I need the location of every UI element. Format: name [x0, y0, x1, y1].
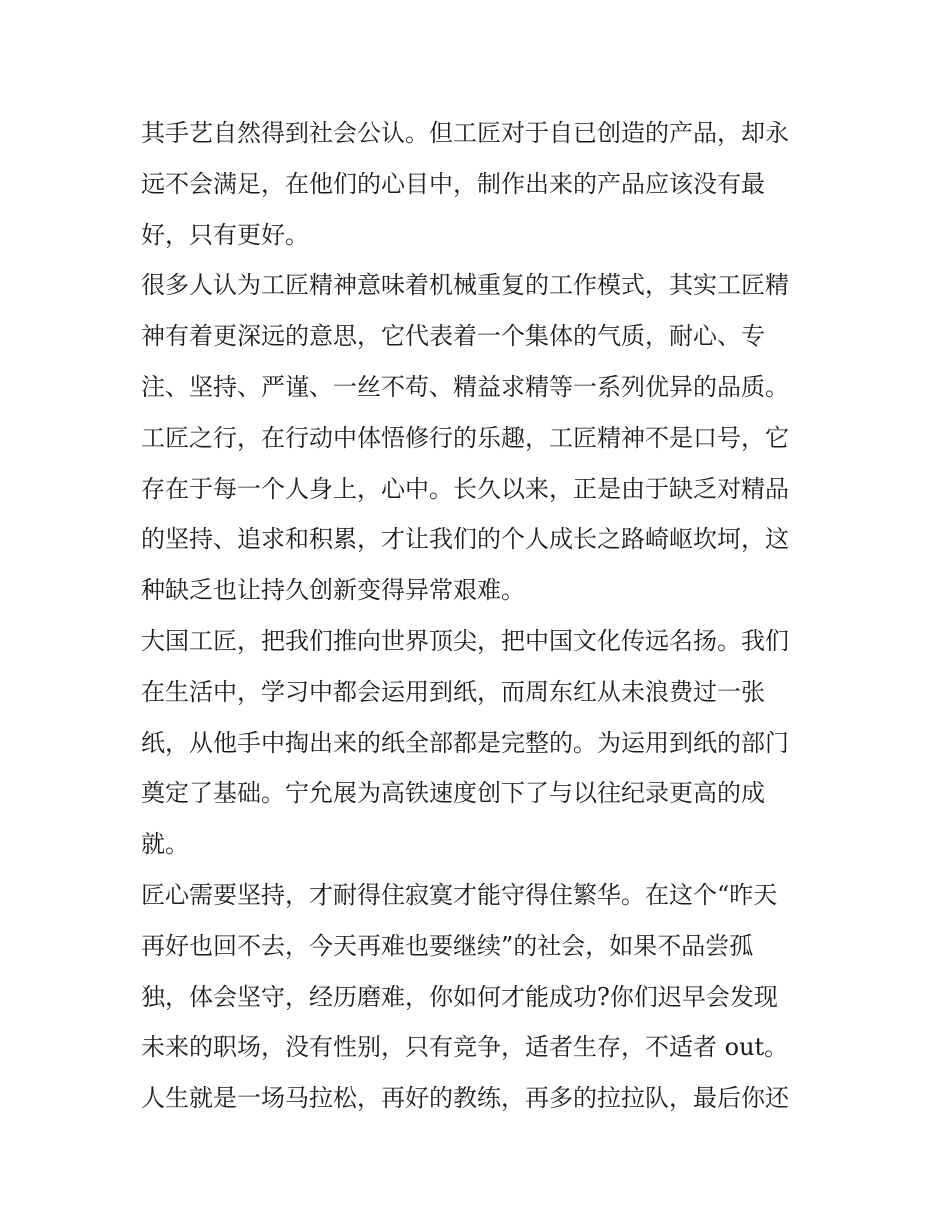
text-line: 的坚持、追求和积累，才让我们的个人成长之路崎岖坎坷，这 [141, 525, 789, 554]
text-line: 工匠之行，在行动中体悟修行的乐趣，工匠精神不是口号，它 [141, 423, 789, 452]
text-line: 匠心需要坚持，才耐得住寂寞才能守得住繁华。在这个“昨天 [141, 880, 778, 909]
text-line: 大国工匠，把我们推向世界顶尖，把中国文化传远名扬。我们 [141, 626, 789, 655]
text-line: 神有着更深远的意思，它代表着一个集体的气质，耐心、专 [141, 322, 765, 351]
text-line: 人生就是一场马拉松，再好的教练，再多的拉拉队，最后你还 [141, 1084, 789, 1113]
text-line: 未来的职场，没有性别，只有竞争，适者生存，不适者 out。 [141, 1033, 789, 1062]
text-line: 再好也回不去，今天再难也要继续”的社会，如果不品尝孤 [141, 931, 754, 960]
text-line: 奠定了基础。宁允展为高铁速度创下了与以往纪录更高的成 [141, 779, 765, 808]
document-text [141, 108, 821, 1124]
text-line: 好，只有更好。 [141, 220, 309, 249]
text-line: 其手艺自然得到社会公认。但工匠对于自已创造的产品，却永 [141, 119, 789, 147]
text-line: 很多人认为工匠精神意味着机械重复的工作模式，其实工匠精 [141, 271, 789, 300]
text-line: 种缺乏也让持久创新变得异常艰难。 [141, 576, 525, 605]
text-line: 就。 [141, 830, 189, 859]
text-line: 纸，从他手中掏出来的纸全部都是完整的。为运用到纸的部门 [141, 728, 789, 757]
text-line: 在生活中，学习中都会运用到纸，而周东红从未浪费过一张 [141, 677, 765, 706]
text-line: 注、坚持、严谨、一丝不苟、精益求精等一系列优异的品质。 [141, 372, 789, 401]
text-line: 存在于每一个人身上，心中。长久以来，正是由于缺乏对精品 [141, 474, 789, 503]
text-line: 远不会满足，在他们的心目中，制作出来的产品应该没有最 [141, 169, 765, 198]
text-line: 独，体会坚守，经历磨难，你如何才能成功?你们迟早会发现 [141, 982, 778, 1011]
